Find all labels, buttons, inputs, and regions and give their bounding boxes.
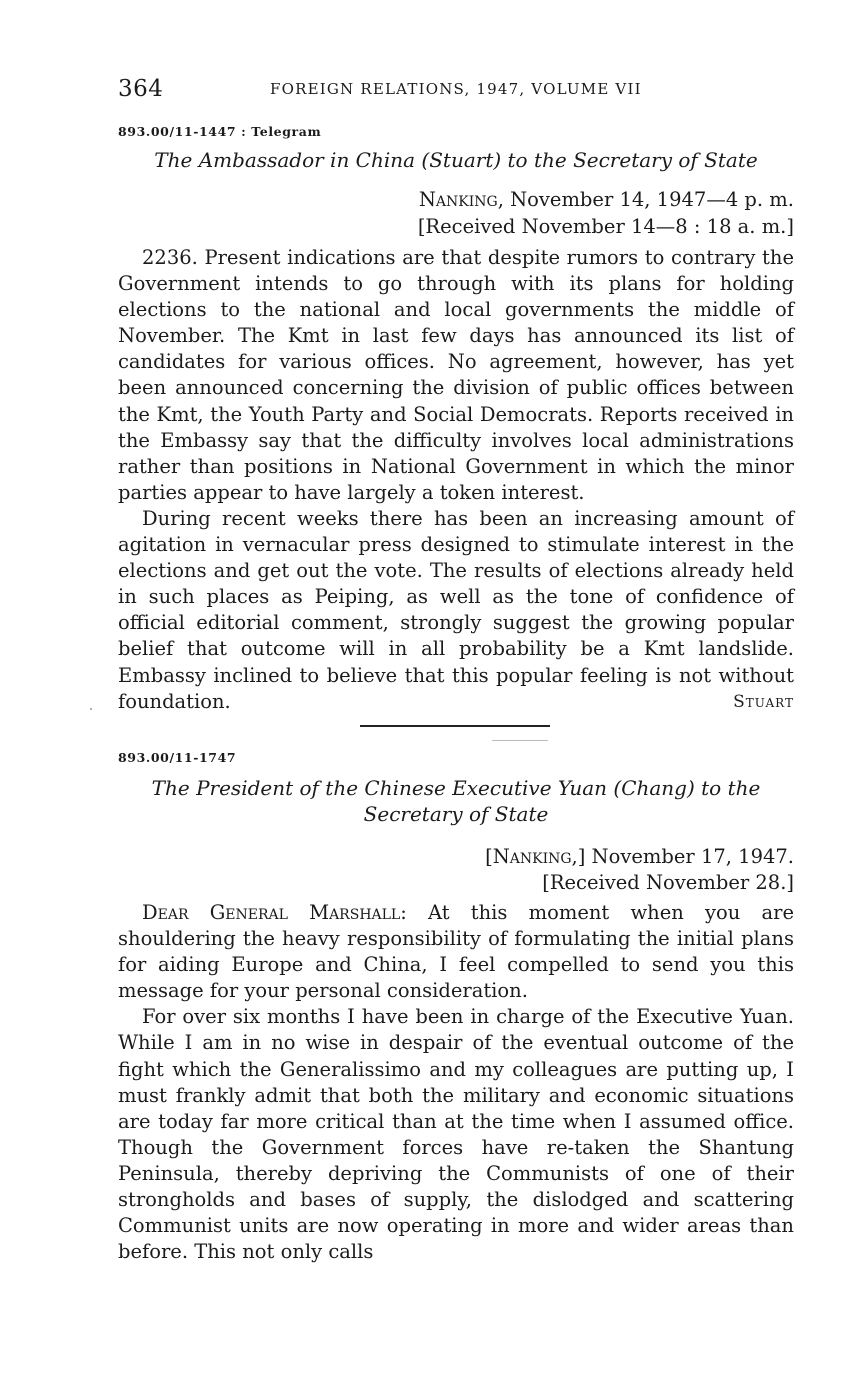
doc1-received-line: [Received November 14—8 : 18 a. m.] (417, 215, 794, 238)
doc2-body (118, 900, 794, 1265)
scan-artifact-line (492, 740, 548, 741)
doc1-paragraph: 2236. Present indications are that despite rumors to contrary the Government intends to go through with its plans for holding elections to the national and local governments the middle of November. The Kmt in last few days has announced its list of candidates for various offices. No agreement, however, has yet been announced concerning the division of public offices between the Kmt, the Youth Party and Social Democrats. Reports received in the Embassy say that the difficulty involves local administrations rather than positions in National Government in which the minor parties appear to have largely a token interest. (118, 246, 794, 504)
doc1-dateline (419, 187, 794, 213)
running-head: FOREIGN RELATIONS, 1947, VOLUME VII (270, 80, 642, 98)
doc2-dateline (485, 844, 794, 870)
doc1-title: The Ambassador in China (Stuart) to the Secretary of State (154, 148, 758, 172)
doc1-file-reference: 893.00/11-1447 : Telegram (118, 124, 322, 139)
doc2-paragraph-2: For over six months I have been in charge of the Executive Yuan. While I am in no wise in despair of the eventual outcome of the fight which the Generalissimo and my colleagues are putting up, I must frankly admit that both the military and economic situations are today far more critical than at the time when I assumed office. Though the Government forces have re-taken the Shantung Peninsula, thereby depriving the Communists of one of their strongholds and bases of supply, the dislodged and scattering Communist units are now operating in more and wider areas than before. This not only calls (118, 1005, 794, 1264)
doc2-dateline-place: [Nanking,] (485, 845, 586, 868)
doc2-received-line: [Received November 28.] (542, 871, 794, 894)
doc1-dateline-place: Nanking (418, 188, 498, 211)
doc1-paragraph: During recent weeks there has been an increasing amount of agitation in vernacular press designed to stimulate interest in the elections and get out the vote. The results of elections already held in such places as Peiping, as well as the tone of confidence of official editorial comment, strongly suggest the growing popular belief that outcome will in all probability be a Kmt landslide. Embassy inclined to believe that this popular feeling is not without foundation. (118, 506, 794, 713)
page-header (118, 76, 794, 106)
doc1-dateline-date: , November 14, 1947—4 p. m. (497, 188, 794, 211)
salutation: Dear General Marshall (142, 901, 401, 924)
scan-speck (90, 708, 92, 710)
section-divider (360, 725, 550, 727)
doc2-paragraph-1-text: : At this moment when you are shouldering the heavy responsibility of formulating the initial plans for aiding Europe and China, I feel compelled to send you this message for your personal consideration. (118, 901, 794, 1003)
doc2-title-line-2: Secretary of State (363, 802, 549, 826)
doc1-signature: Stuart (733, 692, 794, 712)
doc2-title-line-1: The President of the Chinese Executive Yuan (Chang) to the (151, 776, 761, 800)
doc1-body (118, 245, 794, 715)
doc2-dateline-date: November 17, 1947. (585, 845, 794, 868)
doc2-file-reference: 893.00/11-1747 (118, 750, 237, 765)
page-number: 364 (118, 76, 164, 102)
doc2-paragraph-1 (118, 900, 794, 1004)
